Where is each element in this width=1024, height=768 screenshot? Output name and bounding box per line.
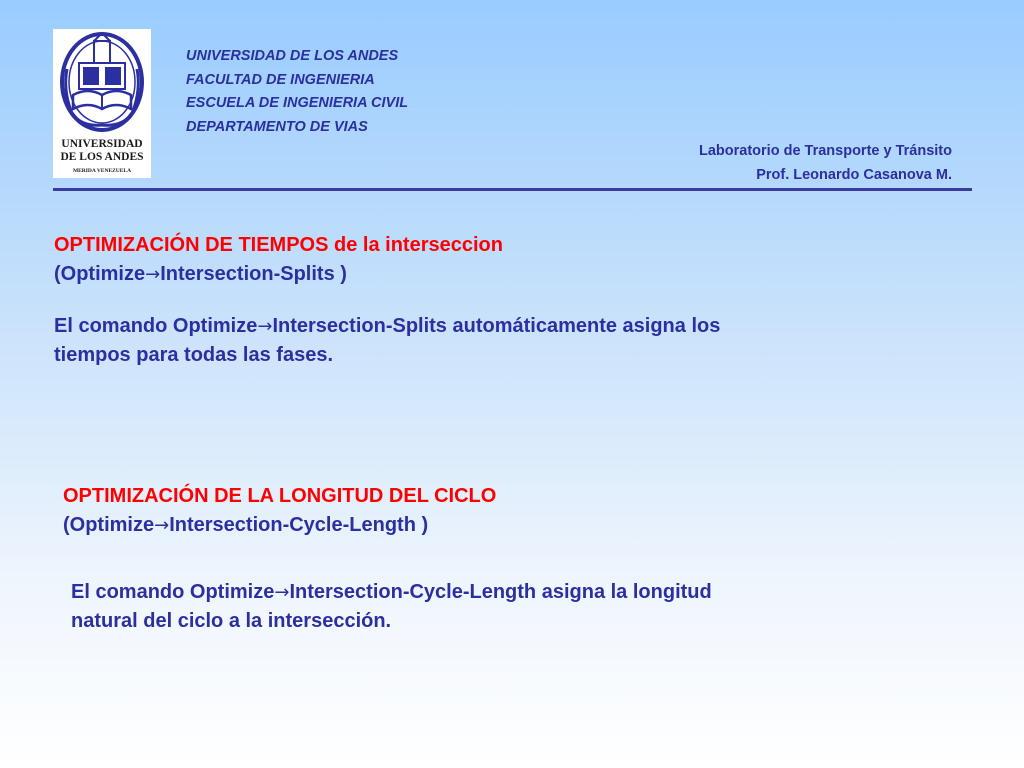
- arrow-right-icon: →: [274, 582, 290, 603]
- splits-title-rest: de la interseccion: [328, 234, 503, 256]
- university-seal-icon: [53, 29, 151, 178]
- cycle-command-rest: Intersection-Cycle-Length ): [169, 514, 429, 536]
- lab-name: Laboratorio de Transporte y Tránsito: [699, 143, 952, 159]
- faculty-name: FACULTAD DE INGENIERIA: [186, 71, 375, 88]
- section-splits-description: [54, 312, 954, 370]
- header-divider: [53, 188, 972, 191]
- lab-block: [699, 140, 952, 187]
- cycle-title-red: OPTIMIZACIÓN DE LA LONGITUD DEL CICLO: [63, 485, 497, 507]
- splits-desc-part-b: Intersection-Splits automáticamente asigna los: [272, 315, 721, 337]
- professor-name: Prof. Leonardo Casanova M.: [756, 166, 952, 183]
- splits-desc-part-a: El comando Optimize: [54, 315, 258, 337]
- arrow-right-icon: →: [154, 515, 170, 536]
- cycle-command-open: (Optimize: [63, 514, 155, 536]
- arrow-right-icon: →: [145, 264, 161, 285]
- splits-title-red: OPTIMIZACIÓN DE TIEMPOS: [54, 234, 329, 256]
- svg-text:UNIVERSIDAD: UNIVERSIDAD: [61, 138, 143, 150]
- institution-block: [186, 45, 408, 139]
- department-name: DEPARTAMENTO DE VIAS: [186, 118, 368, 135]
- section-splits-heading: [54, 231, 954, 289]
- splits-command-open: (Optimize: [54, 263, 146, 285]
- svg-text:DE LOS ANDES: DE LOS ANDES: [60, 151, 144, 163]
- university-logo: [53, 29, 151, 178]
- splits-command-rest: Intersection-Splits ): [160, 263, 347, 285]
- cycle-desc-line2: natural del ciclo a la intersección.: [71, 610, 392, 632]
- cycle-desc-part-a: El comando Optimize: [71, 581, 275, 603]
- svg-text:MERIDA VENEZUELA: MERIDA VENEZUELA: [72, 168, 132, 174]
- section-cycle-description: [71, 578, 971, 636]
- school-name: ESCUELA DE INGENIERIA CIVIL: [186, 95, 409, 111]
- section-cycle-heading: [63, 482, 963, 540]
- arrow-right-icon: →: [257, 316, 273, 337]
- splits-desc-line2: tiempos para todas las fases.: [54, 344, 334, 366]
- cycle-desc-part-b: Intersection-Cycle-Length asigna la longitud: [289, 581, 712, 603]
- university-name: UNIVERSIDAD DE LOS ANDES: [186, 48, 399, 64]
